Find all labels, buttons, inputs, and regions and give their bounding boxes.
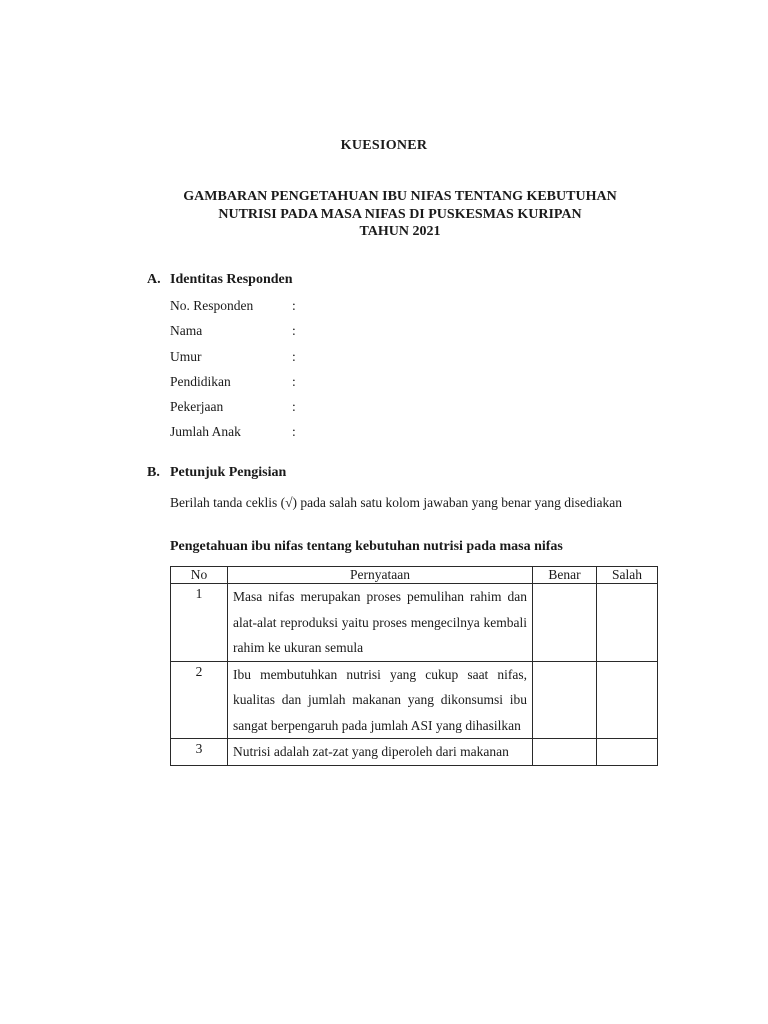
identity-colon: : xyxy=(292,348,296,364)
answer-benar-cell[interactable] xyxy=(533,739,597,766)
filling-instruction: Berilah tanda ceklis (√) pada salah satu kolom jawaban yang benar yang disediakan xyxy=(170,495,622,510)
identity-colon: : xyxy=(292,323,296,339)
section-a-heading xyxy=(147,272,293,288)
row-number: 3 xyxy=(171,739,228,766)
section-title: Petunjuk Pengisian xyxy=(170,465,287,480)
identity-colon: : xyxy=(292,298,296,313)
answer-salah-cell[interactable] xyxy=(597,739,658,766)
column-header-no: No xyxy=(171,567,228,584)
row-number: 2 xyxy=(171,661,228,739)
document-title: KUESIONER xyxy=(340,138,428,153)
respondent-identity-list xyxy=(170,297,302,449)
identity-label: Nama xyxy=(170,323,203,339)
identity-label: Jumlah Anak xyxy=(170,424,241,440)
identity-label: No. Responden xyxy=(170,298,254,313)
answer-benar-cell[interactable] xyxy=(533,661,597,739)
identity-label: Umur xyxy=(170,348,202,364)
table-heading: Pengetahuan ibu nifas tentang kebutuhan nutrisi pada masa nifas xyxy=(170,539,563,554)
identity-label: Pekerjaan xyxy=(170,399,224,415)
row-statement: Ibu membutuhkan nutrisi yang cukup saat nifas, kualitas dan jumlah makanan yang dikonsumsi ibu sangat berpengaruh pada jumlah ASI yang dihasilkan xyxy=(228,661,533,739)
section-letter: A. xyxy=(147,272,161,287)
answer-salah-cell[interactable] xyxy=(597,584,658,662)
identity-label: Pendidikan xyxy=(170,373,231,389)
table-row xyxy=(171,739,658,766)
questionnaire-table xyxy=(170,566,658,766)
subtitle-line: GAMBARAN PENGETAHUAN IBU NIFAS TENTANG KEBUTUHAN xyxy=(183,189,617,204)
identity-colon: : xyxy=(292,424,296,440)
section-letter: B. xyxy=(147,465,160,480)
table-row xyxy=(171,584,658,662)
subtitle-line: NUTRISI PADA MASA NIFAS DI PUSKESMAS KURIPAN xyxy=(218,206,582,222)
identity-colon: : xyxy=(292,373,296,389)
document-subtitle xyxy=(110,188,690,241)
column-header-benar: Benar xyxy=(533,567,597,584)
row-number: 1 xyxy=(171,584,228,662)
identity-row[interactable] xyxy=(170,297,302,322)
table-row xyxy=(171,661,658,739)
identity-row[interactable] xyxy=(170,348,302,373)
identity-row[interactable] xyxy=(170,373,302,398)
identity-row[interactable] xyxy=(170,322,302,347)
answer-salah-cell[interactable] xyxy=(597,661,658,739)
answer-benar-cell[interactable] xyxy=(533,584,597,662)
column-header-salah: Salah xyxy=(597,567,658,584)
table-header-row xyxy=(171,567,658,584)
row-statement: Nutrisi adalah zat-zat yang diperoleh dari makanan xyxy=(228,739,533,766)
identity-colon: : xyxy=(292,399,296,415)
subtitle-line: TAHUN 2021 xyxy=(359,224,441,239)
identity-row[interactable] xyxy=(170,398,302,423)
identity-row[interactable] xyxy=(170,423,302,448)
section-title: Identitas Responden xyxy=(170,272,293,287)
section-b-heading xyxy=(147,465,286,481)
column-header-statement: Pernyataan xyxy=(228,567,533,584)
row-statement: Masa nifas merupakan proses pemulihan rahim dan alat-alat reproduksi yaitu proses mengecilnya kembali rahim ke ukuran semula xyxy=(228,584,533,662)
